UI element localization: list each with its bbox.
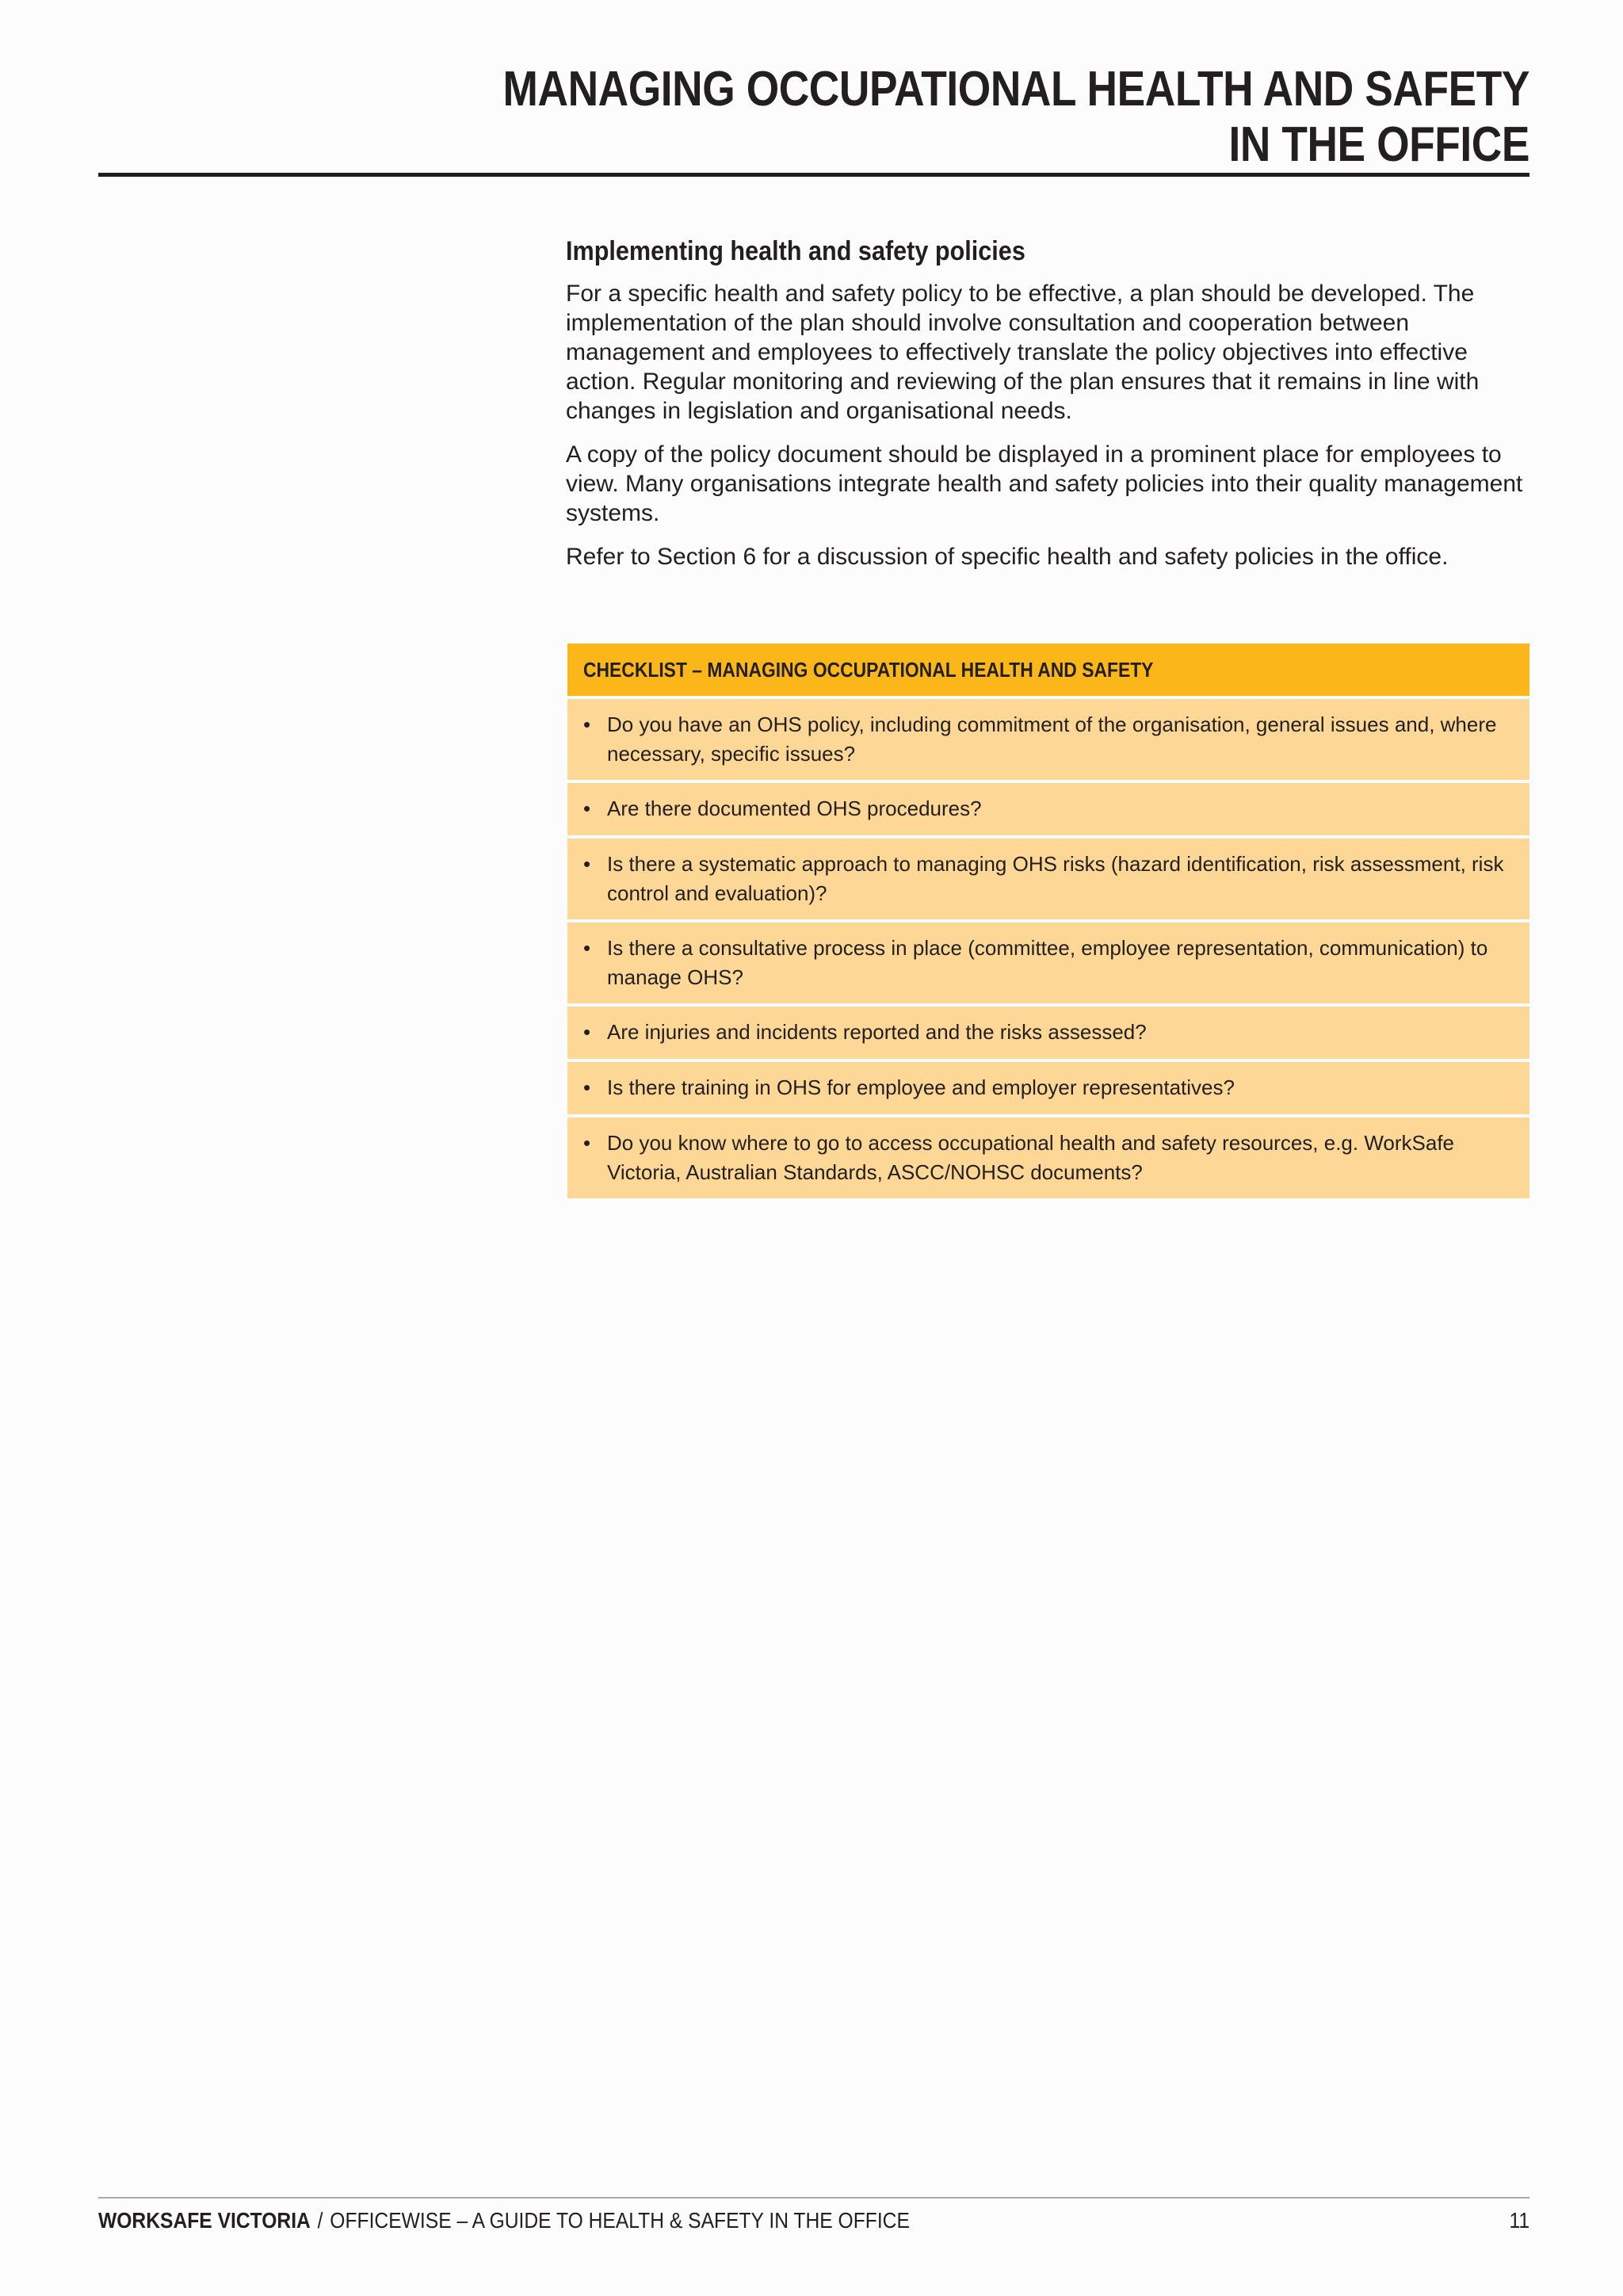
bullet-icon: • [583,852,591,876]
bullet-icon: • [583,1131,591,1155]
bullet-icon: • [583,712,591,736]
page-title-line2: IN THE OFFICE [1228,117,1529,172]
footer-publication: OFFICEWISE – A GUIDE TO HEALTH & SAFETY IN THE OFFICE [330,2208,910,2233]
checklist-item-text: Is there a consultative process in place (committee, employee representation, communication) to manage OHS? [607,936,1488,989]
footer-separator: / [317,2208,323,2233]
main-content [566,235,1531,586]
checklist-item [567,839,1529,919]
checklist-item-text: Are there documented OHS procedures? [607,797,982,820]
bullet-icon: • [583,1020,591,1044]
bullet-icon: • [583,936,591,960]
checklist-item-text: Is there training in OHS for employee and employer representatives? [607,1075,1235,1099]
checklist-box [567,644,1529,1201]
section-heading: Implementing health and safety policies [566,236,1025,266]
footer-brand: WORKSAFE VICTORIA [98,2208,311,2233]
checklist-header [567,644,1529,696]
checklist-item-text: Is there a systematic approach to managing OHS risks (hazard identification, risk assessment, risk control and evaluation)? [607,852,1504,905]
footer-divider [98,2197,1529,2199]
checklist-item [567,1117,1529,1198]
checklist-item-text: Do you know where to go to access occupational health and safety resources, e.g. WorkSafe Victoria, Australian Standards, ASCC/NOHSC documents? [607,1131,1455,1184]
page-title [299,62,1529,173]
checklist-item [567,1007,1529,1059]
page-title-line1: MANAGING OCCUPATIONAL HEALTH AND SAFETY [502,62,1529,117]
bullet-icon: • [583,1075,591,1099]
paragraph: For a specific health and safety policy to be effective, a plan should be developed. The implementation of the plan should involve consultation and cooperation between management and employees to effectively translate the policy objectives into effective action. Regular monitoring and reviewing of the plan ensures that it remains in line with changes in legislation and organisational needs. [566,281,1480,424]
footer-publication-line [98,2208,910,2233]
page-header [98,62,1529,173]
checklist-item-text: Are injuries and incidents reported and the risks assessed? [607,1020,1147,1044]
page-number: 11 [1509,2208,1529,2233]
paragraph: A copy of the policy document should be displayed in a prominent place for employees to view. Many organisations integrate health and safety policies into their quality management systems. [566,441,1523,526]
title-divider [98,173,1529,177]
checklist-item [567,699,1529,780]
checklist-item [567,783,1529,835]
bullet-icon: • [583,797,591,820]
checklist-item [567,923,1529,1003]
checklist-item [567,1062,1529,1114]
paragraph: Refer to Section 6 for a discussion of specific health and safety policies in the office. [566,544,1449,570]
page-footer [98,2205,1529,2237]
checklist-item-text: Do you have an OHS policy, including commitment of the organisation, general issues and, where necessary, specific issues? [607,712,1497,766]
checklist-title: CHECKLIST – MANAGING OCCUPATIONAL HEALTH AND SAFETY [583,657,1154,682]
